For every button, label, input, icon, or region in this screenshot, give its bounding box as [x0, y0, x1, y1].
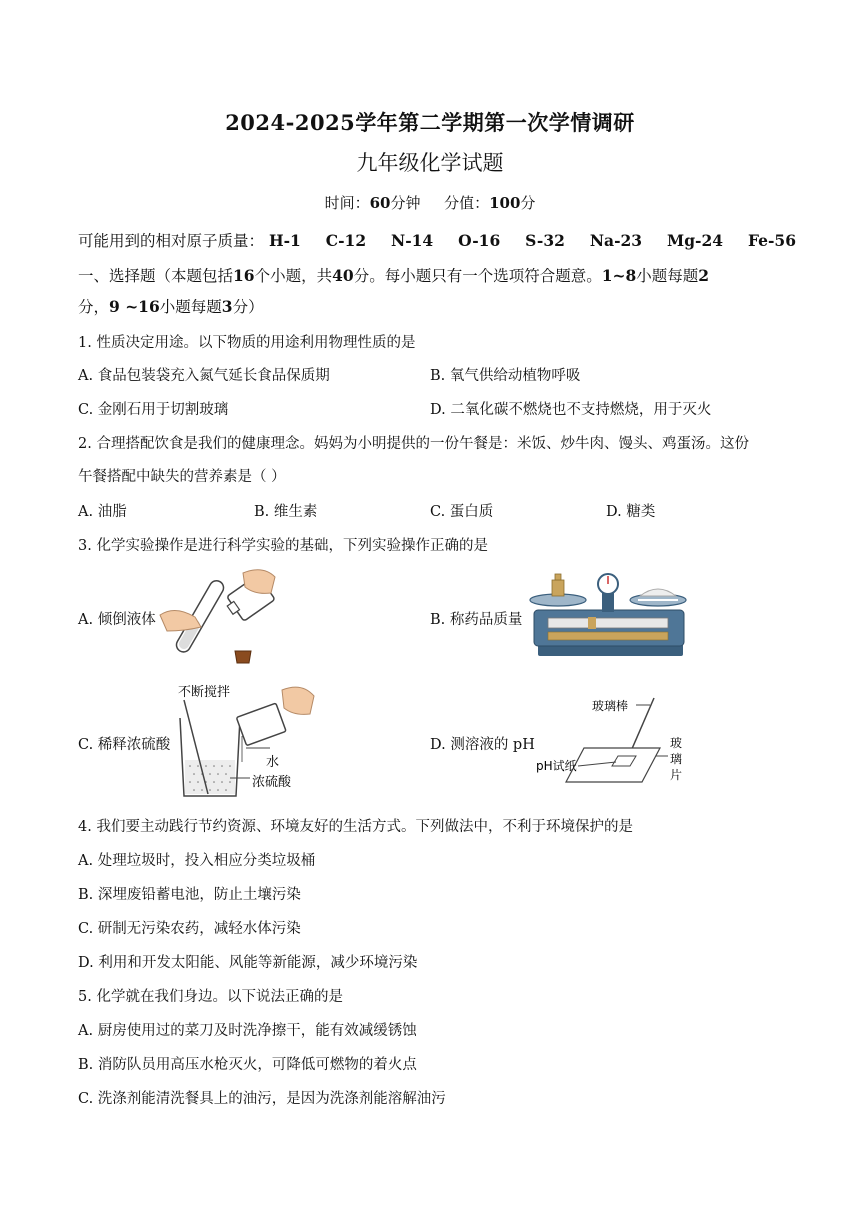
- atomic-mass-item: H-1: [268, 231, 301, 250]
- label-glass-slide-1: 玻: [670, 736, 683, 750]
- exam-meta: 时间：60分钟 分值：100分: [324, 194, 536, 212]
- q2-option-a[interactable]: A. 油脂: [78, 504, 127, 520]
- label-glass-slide-2: 璃: [670, 752, 683, 766]
- q5-option-a[interactable]: A. 厨房使用过的菜刀及时洗净擦干，能有效减缓锈蚀: [78, 1023, 417, 1039]
- balance-figure: [528, 570, 688, 658]
- q1-option-a[interactable]: A. 食品包装袋充入氮气延长食品保质期: [78, 368, 330, 384]
- ph-test-figure: [532, 690, 692, 790]
- dilute-acid-figure: [170, 678, 320, 800]
- question-2-stem-cont: 午餐搭配中缺失的营养素是（ ）: [78, 469, 286, 485]
- q1-option-d[interactable]: D. 二氧化碳不燃烧也不支持燃烧，用于灭火: [430, 402, 712, 418]
- atomic-mass-line: 可能用到的相对原子质量： H-1 C-12 N-14 O-16 S-32 Na-23 Mg-24 Fe-56: [78, 231, 796, 250]
- label-water: 水: [266, 755, 280, 770]
- atomic-mass-item: Mg-24: [667, 231, 724, 250]
- label-ph-paper: pH试纸: [536, 759, 577, 773]
- atomic-mass-item: O-16: [458, 231, 501, 250]
- atomic-mass-item: N-14: [391, 231, 434, 250]
- q3-option-a[interactable]: A. 倾倒液体: [78, 612, 156, 628]
- question-3-stem: 3. 化学实验操作是进行科学实验的基础，下列实验操作正确的是: [78, 538, 488, 554]
- q1-option-b[interactable]: B. 氧气供给动植物呼吸: [430, 368, 581, 384]
- label-glass-slide-3: 片: [670, 768, 683, 782]
- pour-liquid-figure: [155, 565, 285, 670]
- q1-option-c[interactable]: C. 金刚石用于切割玻璃: [78, 402, 229, 418]
- q3-option-c[interactable]: C. 稀释浓硫酸: [78, 737, 171, 753]
- q3-option-b[interactable]: B. 称药品质量: [430, 612, 523, 628]
- q5-option-c[interactable]: C. 洗涤剂能清洗餐具上的油污，是因为洗涤剂能溶解油污: [78, 1091, 446, 1107]
- label-glass-rod: 玻璃棒: [592, 699, 629, 713]
- q4-option-b[interactable]: B. 深埋废铅蓄电池，防止土壤污染: [78, 887, 301, 903]
- question-5-stem: 5. 化学就在我们身边。以下说法正确的是: [78, 989, 343, 1005]
- q4-option-c[interactable]: C. 研制无污染农药，减轻水体污染: [78, 921, 301, 937]
- label-acid: 浓硫酸: [252, 775, 292, 790]
- exam-title: 2024-2025学年第二学期第一次学情调研: [225, 110, 635, 135]
- q2-option-c[interactable]: C. 蛋白质: [430, 504, 494, 520]
- atomic-mass-item: Fe-56: [747, 231, 796, 250]
- exam-subtitle: 九年级化学试题: [356, 151, 504, 175]
- q4-option-a[interactable]: A. 处理垃圾时，投入相应分类垃圾桶: [78, 853, 316, 869]
- question-4-stem: 4. 我们要主动践行节约资源、环境友好的生活方式。下列做法中，不利于环境保护的是: [78, 819, 633, 835]
- q3-option-d[interactable]: D. 测溶液的 pH: [430, 737, 535, 753]
- q2-option-d[interactable]: D. 糖类: [606, 504, 656, 520]
- label-stir: 不断搅拌: [178, 685, 231, 700]
- section-heading: 一、选择题（本题包括16个小题，共40分。每小题只有一个选项符合题意。1~8小题每题2: [78, 266, 710, 285]
- question-1-stem: 1. 性质决定用途。以下物质的用途利用物理性质的是: [78, 335, 416, 351]
- section-heading-cont: 分，9 ~16小题每题3分）: [78, 297, 264, 316]
- atomic-mass-item: Na-23: [589, 231, 643, 250]
- q4-option-d[interactable]: D. 利用和开发太阳能、风能等新能源，减少环境污染: [78, 955, 418, 971]
- q2-option-b[interactable]: B. 维生素: [254, 504, 318, 520]
- question-2-stem: 2. 合理搭配饮食是我们的健康理念。妈妈为小明提供的一份午餐是：米饭、炒牛肉、馒头、鸡蛋汤。这份: [78, 436, 749, 452]
- atomic-mass-item: C-12: [325, 231, 367, 250]
- q5-option-b[interactable]: B. 消防队员用高压水枪灭火，可降低可燃物的着火点: [78, 1057, 417, 1073]
- atomic-mass-item: S-32: [525, 231, 565, 250]
